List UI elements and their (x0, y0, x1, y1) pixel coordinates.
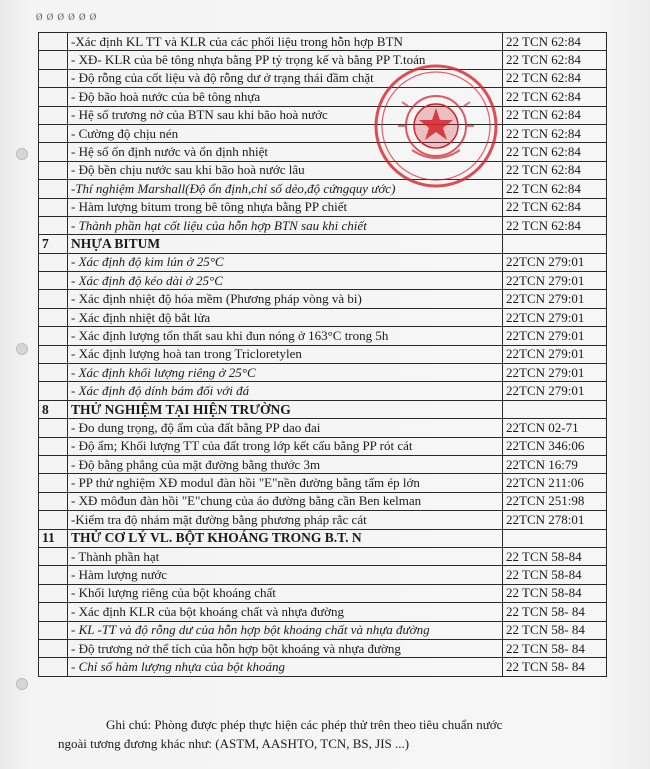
standard-code: 22TCN 279:01 (503, 327, 607, 345)
row-number (39, 33, 68, 51)
standard-code: 22TCN 16:79 (503, 455, 607, 473)
test-name: THỬ CƠ LÝ VL. BỘT KHOÁNG TRONG B.T. N (68, 529, 503, 547)
standard-code: 22 TCN 62:84 (503, 69, 607, 87)
row-number (39, 584, 68, 602)
test-name: - Độ bền chịu nước sau khi bão hoà nước lâu (68, 161, 503, 179)
standard-code: 22TCN 211:06 (503, 474, 607, 492)
standard-code: 22TCN 279:01 (503, 290, 607, 308)
standard-code: 22 TCN 58-84 (503, 584, 607, 602)
table-row (39, 180, 607, 198)
standard-code: 22 TCN 58- 84 (503, 603, 607, 621)
standard-code: 22TCN 279:01 (503, 272, 607, 290)
row-number (39, 198, 68, 216)
table-row (39, 345, 607, 363)
row-number (39, 566, 68, 584)
standard-code: 22TCN 279:01 (503, 253, 607, 271)
row-number (39, 272, 68, 290)
row-number (39, 492, 68, 510)
footnote-line-1: Ghi chú: Phòng được phép thực hiện các phép thử trên theo tiêu chuẩn nước (106, 717, 503, 732)
row-number (39, 474, 68, 492)
test-name: - Xác định độ kéo dài ở 25°C (68, 272, 503, 290)
standard-code: 22 TCN 58- 84 (503, 639, 607, 657)
section-row (39, 529, 607, 547)
test-name: - Độ bằng phẳng của mặt đường bằng thước 3m (68, 455, 503, 473)
table-row (39, 106, 607, 124)
test-name: - Chỉ số hàm lượng nhựa của bột khoáng (68, 658, 503, 676)
table-row (39, 308, 607, 326)
footnote-line-2: ngoài tương đương khác như: (ASTM, AASHTO, TCN, BS, JIS ...) (58, 736, 410, 751)
test-name: - Độ trương nở thể tích của hỗn hợp bột khoáng và nhựa đường (68, 639, 503, 657)
test-name: - Khối lượng riêng của bột khoáng chất (68, 584, 503, 602)
table-row (39, 566, 607, 584)
table-row (39, 216, 607, 234)
row-number (39, 308, 68, 326)
table-row (39, 33, 607, 51)
row-number (39, 511, 68, 529)
standard-code: 22 TCN 62:84 (503, 124, 607, 142)
table-row (39, 511, 607, 529)
table-row (39, 51, 607, 69)
test-name: -Kiểm tra độ nhám mặt đường bằng phương pháp rắc cát (68, 511, 503, 529)
row-number (39, 603, 68, 621)
test-name: - PP thử nghiệm XĐ modul đàn hồi "E"nền đường bằng tấm ép lớn (68, 474, 503, 492)
row-number: 7 (39, 235, 68, 253)
test-name: - XĐ- KLR của bê tông nhựa bằng PP tỷ trọng kế và bằng PP T.toán (68, 51, 503, 69)
table-row (39, 327, 607, 345)
test-name: -Xác định KL TT và KLR của các phối liệu trong hỗn hợp BTN (68, 33, 503, 51)
test-name: - Xác định độ kim lún ở 25°C (68, 253, 503, 271)
table-row (39, 639, 607, 657)
test-name: - Hệ số trương nở của BTN sau khi bão hoà nước (68, 106, 503, 124)
row-number (39, 345, 68, 363)
table-row (39, 584, 607, 602)
standard-code: 22TCN 02-71 (503, 419, 607, 437)
table-row (39, 253, 607, 271)
table-row (39, 474, 607, 492)
test-name: THỬ NGHIỆM TẠI HIỆN TRƯỜNG (68, 400, 503, 418)
standard-code: 22 TCN 62:84 (503, 51, 607, 69)
test-name: - KL -TT và độ rỗng dư của hỗn hợp bột khoáng chất và nhựa đường (68, 621, 503, 639)
section-row (39, 400, 607, 418)
row-number (39, 124, 68, 142)
test-name: - Độ rỗng của cốt liệu và độ rỗng dư ở trạng thái đầm chặt (68, 69, 503, 87)
row-number (39, 143, 68, 161)
row-number (39, 639, 68, 657)
header-mark: Ø Ø Ø Ø Ø Ø (36, 12, 98, 22)
row-number (39, 253, 68, 271)
standard-code: 22TCN 279:01 (503, 345, 607, 363)
row-number (39, 51, 68, 69)
standard-code (503, 529, 607, 547)
punch-hole (16, 343, 28, 355)
row-number (39, 290, 68, 308)
standard-code: 22 TCN 62:84 (503, 33, 607, 51)
row-number (39, 364, 68, 382)
test-name: NHỰA BITUM (68, 235, 503, 253)
row-number (39, 455, 68, 473)
table-row (39, 69, 607, 87)
row-number (39, 547, 68, 565)
table-row (39, 658, 607, 676)
standard-code: 22TCN 251:98 (503, 492, 607, 510)
table-row (39, 382, 607, 400)
test-name: - Hàm lượng nước (68, 566, 503, 584)
standard-code: 22TCN 279:01 (503, 308, 607, 326)
standard-code: 22TCN 278:01 (503, 511, 607, 529)
table-row (39, 272, 607, 290)
test-name: - XĐ môđun đàn hồi "E"chung của áo đường bằng cần Ben kelman (68, 492, 503, 510)
table-row (39, 198, 607, 216)
standard-code: 22 TCN 58-84 (503, 547, 607, 565)
standard-code: 22 TCN 58- 84 (503, 621, 607, 639)
test-name: - Xác định lượng hoà tan trong Tricloretylen (68, 345, 503, 363)
standard-code: 22 TCN 58-84 (503, 566, 607, 584)
test-name: - Thành phần hạt cốt liệu của hỗn hợp BTN sau khi chiết (68, 216, 503, 234)
test-name: - Độ bão hoà nước của bê tông nhựa (68, 88, 503, 106)
row-number (39, 161, 68, 179)
test-name: - Xác định KLR của bột khoáng chất và nhựa đường (68, 603, 503, 621)
standard-code: 22 TCN 62:84 (503, 143, 607, 161)
punch-hole (16, 148, 28, 160)
table-row (39, 437, 607, 455)
table-row (39, 364, 607, 382)
test-name: - Đo dung trọng, độ ẩm của đất bằng PP dao đai (68, 419, 503, 437)
row-number: 8 (39, 400, 68, 418)
table-row (39, 603, 607, 621)
row-number (39, 88, 68, 106)
table-row (39, 455, 607, 473)
standard-code: 22 TCN 62:84 (503, 88, 607, 106)
table-row (39, 621, 607, 639)
row-number (39, 382, 68, 400)
row-number (39, 658, 68, 676)
table-row (39, 143, 607, 161)
row-number (39, 419, 68, 437)
table-row (39, 547, 607, 565)
test-name: -Thí nghiệm Marshall(Độ ổn định,chỉ số dẻo,độ cứngquy ước) (68, 180, 503, 198)
row-number (39, 621, 68, 639)
row-number (39, 216, 68, 234)
test-name: - Xác định độ dính bám đối với đá (68, 382, 503, 400)
table-row (39, 419, 607, 437)
test-name: - Độ ẩm; Khối lượng TT của đất trong lớp kết cấu bằng PP rót cát (68, 437, 503, 455)
table-row (39, 290, 607, 308)
standard-code: 22 TCN 62:84 (503, 161, 607, 179)
test-name: - Hàm lượng bitum trong bê tông nhựa bằng PP chiết (68, 198, 503, 216)
standard-code: 22 TCN 62:84 (503, 180, 607, 198)
row-number (39, 69, 68, 87)
test-name: - Cường độ chịu nén (68, 124, 503, 142)
footnote (58, 715, 618, 753)
row-number (39, 437, 68, 455)
test-name: - Xác định khối lượng riêng ở 25°C (68, 364, 503, 382)
test-name: - Xác định nhiệt độ bắt lửa (68, 308, 503, 326)
row-number (39, 106, 68, 124)
test-name: - Xác định lượng tổn thất sau khi đun nóng ở 163°C trong 5h (68, 327, 503, 345)
row-number (39, 180, 68, 198)
punch-hole (16, 678, 28, 690)
row-number: 11 (39, 529, 68, 547)
table-row (39, 492, 607, 510)
standard-code: 22 TCN 62:84 (503, 216, 607, 234)
standard-code (503, 400, 607, 418)
standard-code: 22TCN 279:01 (503, 364, 607, 382)
test-name: - Xác định nhiệt độ hóa mềm (Phương pháp vòng và bi) (68, 290, 503, 308)
standard-code (503, 235, 607, 253)
table-row (39, 161, 607, 179)
table-row (39, 88, 607, 106)
test-name: - Thành phần hạt (68, 547, 503, 565)
standard-code: 22 TCN 58- 84 (503, 658, 607, 676)
test-name: - Hệ số ổn định nước và ổn định nhiệt (68, 143, 503, 161)
standard-code: 22TCN 279:01 (503, 382, 607, 400)
test-standards-table (38, 32, 607, 677)
standard-code: 22TCN 346:06 (503, 437, 607, 455)
row-number (39, 327, 68, 345)
table-row (39, 124, 607, 142)
standard-code: 22 TCN 62:84 (503, 198, 607, 216)
standard-code: 22 TCN 62:84 (503, 106, 607, 124)
section-row (39, 235, 607, 253)
